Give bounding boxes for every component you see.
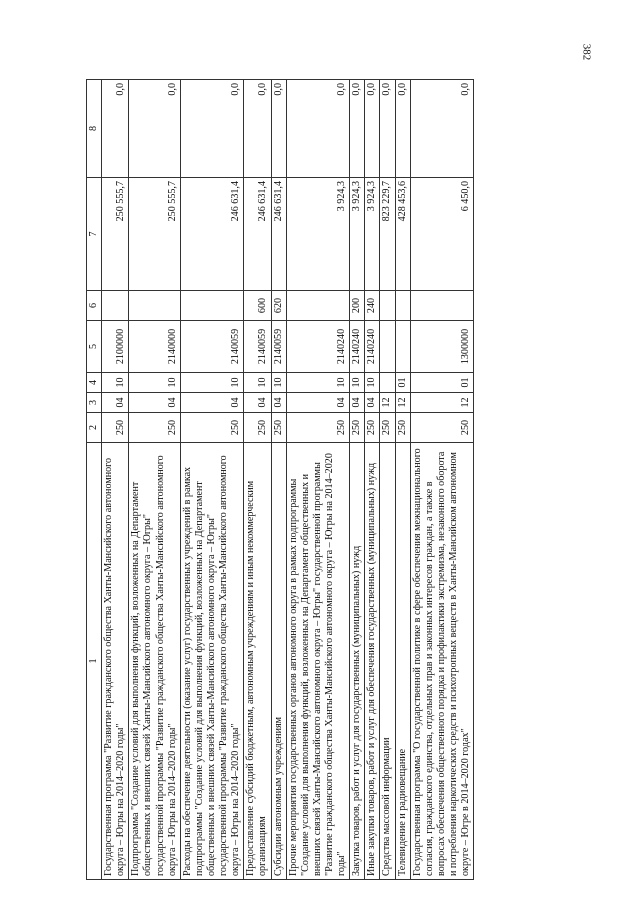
cell-target	[395, 321, 410, 373]
cell-target: 2140059	[244, 321, 271, 373]
cell-extra: 0,0	[102, 80, 129, 178]
cell-subsection: 01	[395, 373, 410, 393]
cell-extra: 0,0	[129, 80, 180, 178]
cell-target: 2140000	[129, 321, 180, 373]
cell-type	[395, 291, 410, 321]
cell-code: 250	[380, 413, 395, 443]
cell-code: 250	[244, 413, 271, 443]
cell-amount: 3 924,3	[286, 178, 350, 291]
table-row	[129, 80, 180, 880]
cell-subsection: 10	[271, 373, 286, 393]
cell-subsection	[380, 373, 395, 393]
row-name: Государственная программа "О государственной политике в сфере обеспечения межнационального согласия, гражданского единства, отдельных прав и законных интересов граждан, а также в вопросах обеспечения общественного порядка и профилактики экстремизма, незаконного оборота и потребления наркотических средств и психотропных веществ в Ханты-Мансийском автономном округе – Югре в 2014–2020 годах"	[410, 443, 474, 880]
header-cell: 4	[87, 373, 102, 393]
cell-section: 04	[102, 393, 129, 413]
cell-subsection: 10	[180, 373, 244, 393]
cell-type	[180, 291, 244, 321]
cell-code: 250	[350, 413, 365, 443]
cell-extra: 0,0	[180, 80, 244, 178]
row-name: Иные закупки товаров, работ и услуг для обеспечения государственных (муниципальных) нужд	[365, 443, 380, 880]
table-row	[380, 80, 395, 880]
table-row	[244, 80, 271, 880]
table-row	[102, 80, 129, 880]
cell-code: 250	[180, 413, 244, 443]
cell-target: 2140240	[286, 321, 350, 373]
cell-section: 04	[365, 393, 380, 413]
cell-target: 2100000	[102, 321, 129, 373]
table-row	[271, 80, 286, 880]
row-name: Расходы на обеспечение деятельности (оказание услуг) государственных учреждений в рамках подпрограммы "Создание условий для выполнения функций, возложенных на Департамент общественных и внешних связей Ханты-Мансийского автономного округа – Югры" государственной программы "Развитие гражданского общества Ханты-Мансийского автономного округа – Югры на 2014–2020 годы"	[180, 443, 244, 880]
cell-amount: 823 229,7	[380, 178, 395, 291]
cell-code: 250	[129, 413, 180, 443]
cell-amount: 250 555,7	[102, 178, 129, 291]
cell-section: 04	[180, 393, 244, 413]
cell-amount: 428 453,6	[395, 178, 410, 291]
cell-amount: 246 631,4	[271, 178, 286, 291]
table-row	[350, 80, 365, 880]
header-cell: 2	[87, 413, 102, 443]
cell-amount: 3 924,3	[365, 178, 380, 291]
cell-section: 04	[271, 393, 286, 413]
cell-code: 250	[365, 413, 380, 443]
row-name: Подпрограмма "Создание условий для выполнения функций, возложенных на Департамент общественных и внешних связей Ханты-Мансийского автономного округа – Югры" государственной программы "Развитие гражданского общества Ханты-Мансийского автономного округа – Югры на 2014–2020 годы"	[129, 443, 180, 880]
cell-code: 250	[286, 413, 350, 443]
cell-code: 250	[410, 413, 474, 443]
cell-type	[410, 291, 474, 321]
cell-subsection: 10	[365, 373, 380, 393]
row-name: Закупка товаров, работ и услуг для государственных (муниципальных) нужд	[350, 443, 365, 880]
header-row	[87, 80, 102, 880]
header-cell: 8	[87, 80, 102, 178]
cell-extra: 0,0	[350, 80, 365, 178]
header-cell: 6	[87, 291, 102, 321]
rotated-page-content	[86, 80, 626, 880]
row-name: Государственная программа "Развитие гражданского общества Ханты-Мансийского автономного округа – Югры на 2014–2020 годы"	[102, 443, 129, 880]
cell-subsection: 10	[129, 373, 180, 393]
cell-section: 12	[395, 393, 410, 413]
header-cell: 1	[87, 443, 102, 880]
cell-code: 250	[102, 413, 129, 443]
cell-type	[286, 291, 350, 321]
cell-amount: 3 924,3	[350, 178, 365, 291]
cell-type: 240	[365, 291, 380, 321]
row-name: Прочие мероприятия государственных органов автономного округа в рамках подпрограммы "Создание условий для выполнения функций, возложенных на Департамент общественных и внешних связей Ханты-Мансийского автономного округа – Югры" государственной программы "Развитие гражданского общества Ханты-Мансийского автономного округа – Югры на 2014–2020 годы"	[286, 443, 350, 880]
cell-target: 2140240	[365, 321, 380, 373]
table-row	[365, 80, 380, 880]
cell-subsection: 01	[410, 373, 474, 393]
cell-extra: 0,0	[395, 80, 410, 178]
cell-subsection: 10	[350, 373, 365, 393]
cell-target: 2140059	[180, 321, 244, 373]
table-row	[410, 80, 474, 880]
cell-amount: 250 555,7	[129, 178, 180, 291]
cell-target: 2140240	[350, 321, 365, 373]
cell-extra: 0,0	[286, 80, 350, 178]
table-row	[286, 80, 350, 880]
cell-section: 12	[380, 393, 395, 413]
cell-type: 620	[271, 291, 286, 321]
cell-amount: 6 450,0	[410, 178, 474, 291]
table-row	[395, 80, 410, 880]
budget-table	[86, 79, 474, 880]
cell-target: 2140059	[271, 321, 286, 373]
header-cell: 7	[87, 178, 102, 291]
cell-section: 04	[129, 393, 180, 413]
cell-target: 1300000	[410, 321, 474, 373]
cell-subsection: 10	[102, 373, 129, 393]
cell-section: 04	[350, 393, 365, 413]
page-number: 382	[579, 43, 592, 61]
cell-extra: 0,0	[380, 80, 395, 178]
row-name: Средства массовой информации	[380, 443, 395, 880]
cell-code: 250	[395, 413, 410, 443]
cell-amount: 246 631,4	[244, 178, 271, 291]
table-row	[180, 80, 244, 880]
cell-type: 200	[350, 291, 365, 321]
cell-type	[380, 291, 395, 321]
cell-subsection: 10	[244, 373, 271, 393]
row-name: Предоставление субсидий бюджетным, автономным учреждениям и иным некоммерческим организациям	[244, 443, 271, 880]
row-name: Телевидение и радиовещание	[395, 443, 410, 880]
header-cell: 3	[87, 393, 102, 413]
cell-section: 12	[410, 393, 474, 413]
row-name: Субсидии автономным учреждениям	[271, 443, 286, 880]
cell-extra: 0,0	[410, 80, 474, 178]
cell-section: 04	[244, 393, 271, 413]
cell-code: 250	[271, 413, 286, 443]
cell-extra: 0,0	[365, 80, 380, 178]
cell-amount: 246 631,4	[180, 178, 244, 291]
cell-type: 600	[244, 291, 271, 321]
cell-extra: 0,0	[244, 80, 271, 178]
cell-type	[129, 291, 180, 321]
cell-target	[380, 321, 395, 373]
cell-type	[102, 291, 129, 321]
cell-extra: 0,0	[271, 80, 286, 178]
cell-subsection: 10	[286, 373, 350, 393]
cell-section: 04	[286, 393, 350, 413]
header-cell: 5	[87, 321, 102, 373]
